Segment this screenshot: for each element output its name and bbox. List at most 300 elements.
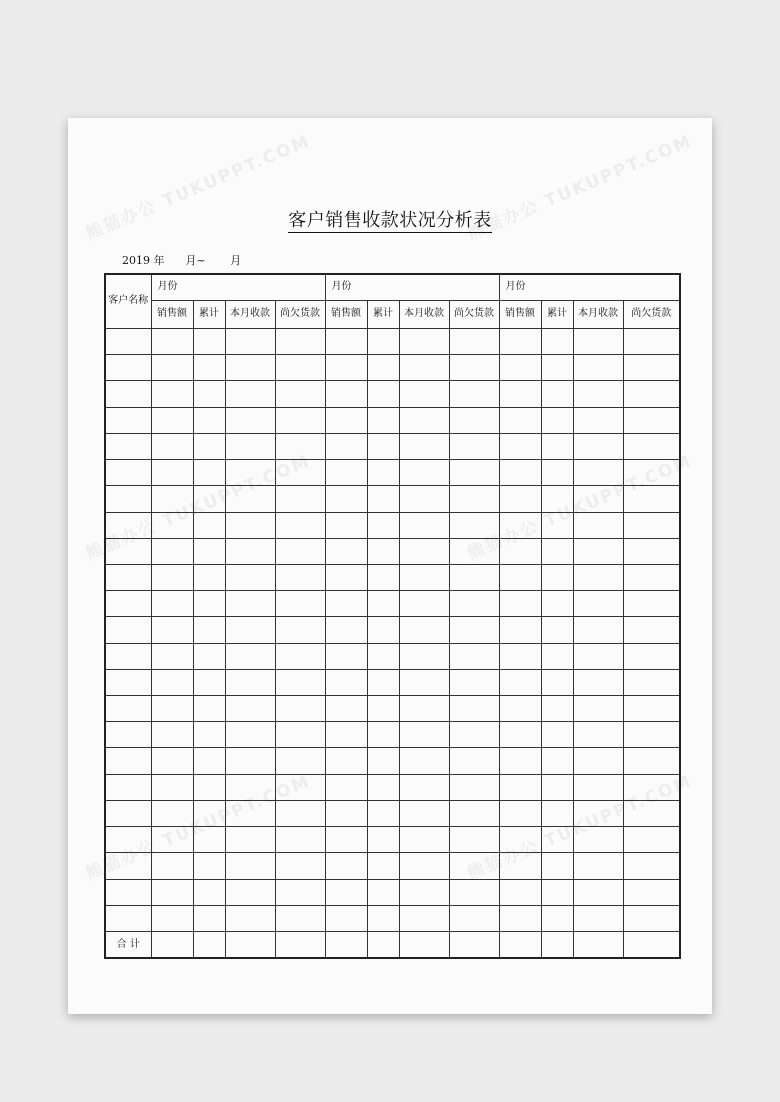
- table-cell: [541, 748, 573, 774]
- table-row: [105, 564, 680, 590]
- table-cell: [151, 932, 193, 958]
- table-cell: [449, 564, 499, 590]
- table-cell: [275, 905, 325, 931]
- month-header: 月份: [151, 274, 325, 300]
- table-cell: [193, 355, 225, 381]
- table-cell: [573, 932, 623, 958]
- table-cell: [151, 328, 193, 354]
- outstanding-header: 尚欠货款: [623, 300, 680, 328]
- table-cell: [541, 381, 573, 407]
- table-row: [105, 853, 680, 879]
- table-cell: [499, 486, 541, 512]
- table-cell: [499, 800, 541, 826]
- table-cell: [275, 932, 325, 958]
- table-cell: [399, 433, 449, 459]
- table-cell: [499, 879, 541, 905]
- table-cell: [193, 381, 225, 407]
- table-cell: [325, 328, 367, 354]
- table-cell: [399, 328, 449, 354]
- table-cell: [193, 564, 225, 590]
- watermark: 熊猫办公 TUKUPPT.COM: [464, 771, 696, 885]
- table-cell: [399, 617, 449, 643]
- table-cell: [225, 355, 275, 381]
- table-cell: [151, 617, 193, 643]
- table-cell: [325, 853, 367, 879]
- table-cell: [499, 748, 541, 774]
- table-cell: [623, 879, 680, 905]
- table-cell: [399, 538, 449, 564]
- table-cell: [499, 669, 541, 695]
- table-cell: [325, 486, 367, 512]
- table-cell: [499, 905, 541, 931]
- watermark: 熊猫办公 TUKUPPT.COM: [82, 451, 314, 565]
- table-cell: [275, 381, 325, 407]
- table-cell: [499, 381, 541, 407]
- table-cell: [225, 905, 275, 931]
- table-cell: [399, 748, 449, 774]
- table-cell: [399, 800, 449, 826]
- table-cell: [275, 800, 325, 826]
- month-header: 月份: [325, 274, 499, 300]
- table-cell: [541, 460, 573, 486]
- table-cell: [573, 853, 623, 879]
- table-cell: [151, 381, 193, 407]
- table-cell: [193, 879, 225, 905]
- table-cell: [449, 800, 499, 826]
- table-cell: [573, 433, 623, 459]
- table-cell: [151, 643, 193, 669]
- table-row: [105, 774, 680, 800]
- table-cell: [225, 696, 275, 722]
- table-cell: [193, 748, 225, 774]
- table-cell: [325, 748, 367, 774]
- table-cell: [623, 696, 680, 722]
- month-receipt-header: 本月收款: [399, 300, 449, 328]
- table-cell: [449, 328, 499, 354]
- table-row: [105, 669, 680, 695]
- table-cell: [325, 905, 367, 931]
- table-cell: [367, 512, 399, 538]
- table-cell: [275, 853, 325, 879]
- cumulative-header: 累计: [541, 300, 573, 328]
- table-cell: [325, 433, 367, 459]
- table-cell: [573, 905, 623, 931]
- table-cell: [367, 722, 399, 748]
- table-cell: [275, 591, 325, 617]
- table-cell: [275, 355, 325, 381]
- header-row-months: [105, 274, 680, 300]
- table-cell: [193, 696, 225, 722]
- table-cell: [399, 564, 449, 590]
- table-cell: [325, 774, 367, 800]
- table-cell: [449, 433, 499, 459]
- outstanding-header: 尚欠货款: [449, 300, 499, 328]
- table-cell: [325, 538, 367, 564]
- table-cell: [225, 827, 275, 853]
- table-cell: [225, 381, 275, 407]
- table-cell: [541, 433, 573, 459]
- sales-header: 销售额: [325, 300, 367, 328]
- table-cell: [325, 564, 367, 590]
- table-cell: [367, 460, 399, 486]
- table-row: [105, 381, 680, 407]
- table-cell: [541, 643, 573, 669]
- table-cell: [399, 407, 449, 433]
- table-cell: [541, 905, 573, 931]
- table-cell: [151, 774, 193, 800]
- table-cell: [367, 879, 399, 905]
- table-cell: [325, 879, 367, 905]
- table-cell: [193, 905, 225, 931]
- table-cell: [151, 564, 193, 590]
- table-cell: [623, 905, 680, 931]
- table-cell: [623, 669, 680, 695]
- table-cell: [193, 774, 225, 800]
- table-cell: [193, 407, 225, 433]
- table-cell: [623, 617, 680, 643]
- table-cell: [367, 407, 399, 433]
- analysis-table: [104, 273, 681, 959]
- table-cell: [367, 853, 399, 879]
- table-cell: [225, 538, 275, 564]
- table-cell: [541, 722, 573, 748]
- table-cell: [367, 669, 399, 695]
- table-cell: [367, 696, 399, 722]
- table-cell: [105, 643, 151, 669]
- table-cell: [275, 407, 325, 433]
- table-cell: [325, 800, 367, 826]
- table-cell: [399, 486, 449, 512]
- table-cell: [151, 696, 193, 722]
- table-cell: [573, 643, 623, 669]
- table-row: [105, 355, 680, 381]
- table-cell: [449, 774, 499, 800]
- table-cell: [225, 328, 275, 354]
- table-row: [105, 748, 680, 774]
- table-cell: [151, 460, 193, 486]
- table-cell: [541, 696, 573, 722]
- table-cell: [105, 591, 151, 617]
- table-cell: [367, 355, 399, 381]
- table-cell: [105, 748, 151, 774]
- table-cell: [225, 669, 275, 695]
- watermark: 熊猫办公 TUKUPPT.COM: [82, 771, 314, 885]
- table-cell: [367, 827, 399, 853]
- table-cell: [275, 696, 325, 722]
- table-cell: [623, 538, 680, 564]
- table-cell: [573, 538, 623, 564]
- month-receipt-header: 本月收款: [573, 300, 623, 328]
- table-cell: [275, 617, 325, 643]
- table-cell: [541, 879, 573, 905]
- table-cell: [151, 538, 193, 564]
- table-row: [105, 722, 680, 748]
- sales-header: 销售额: [151, 300, 193, 328]
- table-cell: [367, 486, 399, 512]
- table-cell: [105, 905, 151, 931]
- table-cell: [399, 643, 449, 669]
- table-cell: [275, 669, 325, 695]
- table-cell: [541, 669, 573, 695]
- table-cell: [499, 617, 541, 643]
- table-cell: [399, 460, 449, 486]
- table-cell: [105, 328, 151, 354]
- table-cell: [541, 853, 573, 879]
- table-cell: [225, 643, 275, 669]
- table-cell: [325, 407, 367, 433]
- table-cell: [367, 774, 399, 800]
- table-cell: [623, 722, 680, 748]
- table-cell: [499, 460, 541, 486]
- table-cell: [193, 433, 225, 459]
- table-cell: [275, 643, 325, 669]
- table-cell: [325, 827, 367, 853]
- table-cell: [225, 433, 275, 459]
- table-cell: [623, 355, 680, 381]
- table-cell: [541, 932, 573, 958]
- table-cell: [541, 564, 573, 590]
- table-row: [105, 538, 680, 564]
- table-cell: [499, 722, 541, 748]
- table-cell: [193, 853, 225, 879]
- table-cell: [193, 932, 225, 958]
- table-cell: [275, 486, 325, 512]
- table-cell: [193, 643, 225, 669]
- total-label: 合 计: [105, 932, 151, 958]
- table-cell: [399, 591, 449, 617]
- table-cell: [623, 512, 680, 538]
- table-cell: [541, 407, 573, 433]
- table-cell: [367, 905, 399, 931]
- table-cell: [573, 591, 623, 617]
- table-cell: [105, 879, 151, 905]
- table-row: [105, 591, 680, 617]
- table-cell: [573, 696, 623, 722]
- table-cell: [367, 748, 399, 774]
- table-row: [105, 905, 680, 931]
- table-cell: [325, 722, 367, 748]
- table-row: [105, 643, 680, 669]
- table-cell: [541, 591, 573, 617]
- table-cell: [105, 774, 151, 800]
- table-cell: [499, 643, 541, 669]
- table-row: [105, 696, 680, 722]
- table-cell: [275, 328, 325, 354]
- table-cell: [151, 853, 193, 879]
- period-line: 2019 年 月~ 月: [122, 254, 242, 267]
- table-cell: [225, 564, 275, 590]
- table-cell: [541, 328, 573, 354]
- table-cell: [399, 669, 449, 695]
- table-cell: [449, 669, 499, 695]
- table-cell: [623, 932, 680, 958]
- table-cell: [225, 932, 275, 958]
- table-cell: [623, 643, 680, 669]
- table-cell: [367, 381, 399, 407]
- table-cell: [573, 381, 623, 407]
- table-cell: [399, 355, 449, 381]
- table-cell: [105, 407, 151, 433]
- table-cell: [325, 460, 367, 486]
- table-row: [105, 460, 680, 486]
- table-cell: [151, 722, 193, 748]
- table-cell: [499, 932, 541, 958]
- table-cell: [541, 355, 573, 381]
- header-row-subcolumns: [105, 300, 680, 328]
- table-cell: [499, 355, 541, 381]
- table-cell: [225, 879, 275, 905]
- table-cell: [193, 669, 225, 695]
- table-cell: [573, 748, 623, 774]
- total-row: [105, 932, 680, 958]
- table-cell: [105, 800, 151, 826]
- table-cell: [325, 381, 367, 407]
- table-cell: [105, 381, 151, 407]
- table-cell: [399, 512, 449, 538]
- table-cell: [325, 355, 367, 381]
- table-cell: [225, 591, 275, 617]
- table-cell: [449, 643, 499, 669]
- table-cell: [151, 355, 193, 381]
- table-cell: [193, 328, 225, 354]
- table-cell: [105, 564, 151, 590]
- table-cell: [105, 355, 151, 381]
- table-cell: [573, 879, 623, 905]
- table-cell: [573, 564, 623, 590]
- table-row: [105, 328, 680, 354]
- table-row: [105, 433, 680, 459]
- table-cell: [105, 669, 151, 695]
- table-cell: [225, 407, 275, 433]
- table-cell: [325, 669, 367, 695]
- table-cell: [399, 381, 449, 407]
- table-cell: [399, 774, 449, 800]
- table-cell: [499, 407, 541, 433]
- watermark: 熊猫办公 TUKUPPT.COM: [464, 451, 696, 565]
- watermark: 熊猫办公 TUKUPPT.COM: [464, 131, 696, 245]
- table-cell: [623, 381, 680, 407]
- watermark: 熊猫办公 TUKUPPT.COM: [82, 131, 314, 245]
- table-cell: [541, 774, 573, 800]
- table-cell: [275, 879, 325, 905]
- table-cell: [399, 905, 449, 931]
- table-cell: [275, 827, 325, 853]
- outstanding-header: 尚欠货款: [275, 300, 325, 328]
- table-cell: [225, 617, 275, 643]
- table-cell: [573, 617, 623, 643]
- table-cell: [399, 932, 449, 958]
- table-cell: [449, 722, 499, 748]
- table-cell: [193, 722, 225, 748]
- table-cell: [151, 905, 193, 931]
- table-row: [105, 617, 680, 643]
- table-cell: [275, 722, 325, 748]
- table-cell: [623, 748, 680, 774]
- table-cell: [623, 591, 680, 617]
- table-cell: [449, 905, 499, 931]
- table-cell: [367, 591, 399, 617]
- table-cell: [399, 879, 449, 905]
- cumulative-header: 累计: [193, 300, 225, 328]
- table-cell: [151, 879, 193, 905]
- table-cell: [275, 564, 325, 590]
- table-cell: [367, 328, 399, 354]
- table-cell: [623, 827, 680, 853]
- table-cell: [105, 722, 151, 748]
- table-cell: [541, 538, 573, 564]
- table-cell: [449, 591, 499, 617]
- table-cell: [151, 669, 193, 695]
- month-receipt-header: 本月收款: [225, 300, 275, 328]
- cumulative-header: 累计: [367, 300, 399, 328]
- table-cell: [325, 696, 367, 722]
- table-cell: [449, 407, 499, 433]
- customer-name-header: 客户名称: [105, 274, 151, 328]
- page-title: 客户销售收款状况分析表: [288, 210, 492, 231]
- table-cell: [449, 355, 499, 381]
- table-cell: [105, 486, 151, 512]
- table-cell: [449, 932, 499, 958]
- table-cell: [225, 512, 275, 538]
- table-cell: [151, 433, 193, 459]
- table-cell: [193, 617, 225, 643]
- table-cell: [367, 538, 399, 564]
- table-cell: [225, 853, 275, 879]
- table-cell: [499, 433, 541, 459]
- table-cell: [499, 696, 541, 722]
- table-cell: [399, 827, 449, 853]
- table-row: [105, 407, 680, 433]
- table-cell: [367, 617, 399, 643]
- table-cell: [573, 355, 623, 381]
- table-cell: [449, 617, 499, 643]
- table-cell: [193, 538, 225, 564]
- table-cell: [449, 486, 499, 512]
- table-cell: [541, 617, 573, 643]
- table-cell: [151, 407, 193, 433]
- month-header: 月份: [499, 274, 680, 300]
- table-cell: [105, 433, 151, 459]
- table-cell: [367, 643, 399, 669]
- table-cell: [325, 643, 367, 669]
- document-page: [68, 118, 712, 1014]
- table-cell: [623, 564, 680, 590]
- table-cell: [573, 722, 623, 748]
- table-cell: [225, 748, 275, 774]
- table-cell: [105, 460, 151, 486]
- sales-header: 销售额: [499, 300, 541, 328]
- table-cell: [499, 328, 541, 354]
- table-cell: [499, 591, 541, 617]
- table-cell: [399, 696, 449, 722]
- table-cell: [573, 407, 623, 433]
- table-cell: [275, 512, 325, 538]
- table-cell: [623, 328, 680, 354]
- table-cell: [573, 669, 623, 695]
- table-cell: [449, 460, 499, 486]
- table-cell: [449, 696, 499, 722]
- table-cell: [325, 617, 367, 643]
- table-cell: [151, 591, 193, 617]
- table-cell: [225, 722, 275, 748]
- table-cell: [399, 722, 449, 748]
- table-cell: [105, 696, 151, 722]
- table-cell: [499, 564, 541, 590]
- table-cell: [367, 800, 399, 826]
- table-row: [105, 879, 680, 905]
- table-cell: [399, 853, 449, 879]
- table-cell: [623, 407, 680, 433]
